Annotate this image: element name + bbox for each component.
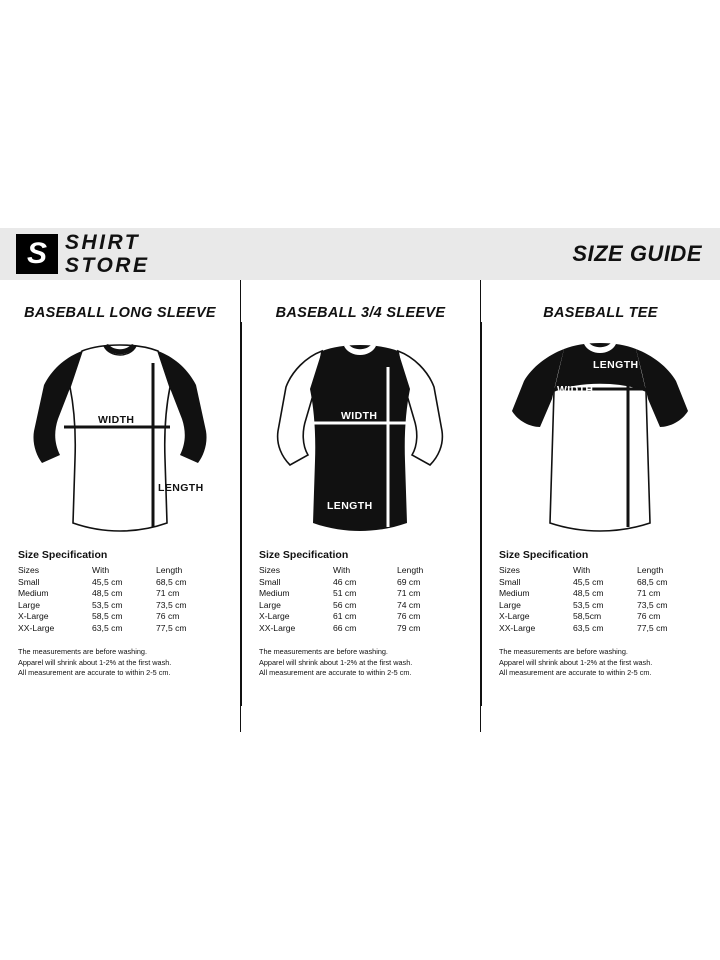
guide-column-long-sleeve: [0, 280, 240, 732]
table-row: [259, 623, 457, 635]
table-row: [259, 611, 457, 623]
cell-width: 48,5 cm: [92, 588, 123, 599]
cell-length: 71 cm: [636, 588, 661, 599]
cell-size: Small: [258, 576, 281, 587]
guide-header: [0, 228, 720, 280]
cell-width: 63,5 cm: [572, 622, 604, 633]
cell-size: X-Large: [18, 611, 49, 622]
cell-length: 77,5 cm: [636, 622, 668, 633]
brand-logo: [16, 232, 149, 276]
cell-size: Large: [258, 599, 281, 610]
brand-line-2: STORE: [65, 254, 150, 277]
note-line: The measurements are before washing.: [18, 646, 147, 656]
cell-length: 76 cm: [156, 611, 180, 622]
cell-length: 76 cm: [396, 611, 421, 622]
cell-width: 56 cm: [332, 599, 357, 610]
cell-size: Medium: [498, 588, 530, 599]
size-table: [259, 565, 457, 635]
cell-width: 46 cm: [332, 576, 357, 587]
column-title: BASEBALL LONG SLEEVE: [24, 305, 216, 321]
cell-width: 53,5 cm: [572, 599, 604, 610]
column-title: BASEBALL TEE: [543, 305, 658, 321]
table-row: [499, 588, 697, 600]
column-divider: [481, 322, 482, 706]
spec-heading: Size Specification: [18, 549, 108, 561]
long-sleeve-shirt-graphic: [20, 327, 220, 542]
cell-width: 45,5 cm: [572, 576, 604, 587]
note-line: The measurements are before washing.: [258, 646, 388, 656]
header-sizes: Sizes: [258, 565, 280, 575]
spec-block: [14, 549, 226, 679]
cell-width: 48,5 cm: [572, 588, 604, 599]
cell-size: Large: [18, 599, 40, 610]
table-row: [18, 623, 216, 635]
cell-width: 45,5 cm: [92, 576, 123, 587]
cell-size: Large: [498, 599, 521, 610]
table-row: [18, 611, 216, 623]
header-length: Length: [396, 565, 424, 575]
note-line: All measurement are accurate to within 2-5 cm.: [18, 668, 171, 678]
table-row: [499, 623, 697, 635]
cell-size: Small: [18, 576, 40, 587]
table-row: [259, 577, 457, 589]
note-line: Apparel will shrink about 1-2% at the first wash.: [258, 657, 413, 667]
width-label: WIDTH: [98, 414, 135, 426]
cell-width: 53,5 cm: [92, 599, 123, 610]
length-label: LENGTH: [592, 359, 639, 371]
notes-block: [18, 647, 222, 680]
page-title: SIZE GUIDE: [572, 241, 702, 266]
guide-column-baseball-tee: [480, 280, 720, 732]
cell-size: Medium: [258, 588, 290, 599]
notes-block: [259, 647, 462, 680]
cell-length: 74 cm: [396, 599, 421, 610]
cell-length: 73,5 cm: [156, 599, 187, 610]
table-row: [18, 588, 216, 600]
spec-block: [495, 549, 706, 679]
cell-length: 71 cm: [156, 588, 180, 599]
cell-width: 58,5cm: [572, 611, 602, 622]
spec-block: [255, 549, 466, 679]
column-divider: [241, 322, 242, 706]
cell-length: 68,5 cm: [156, 576, 187, 587]
cell-width: 51 cm: [332, 588, 357, 599]
cell-length: 79 cm: [396, 622, 421, 633]
cell-size: X-Large: [498, 611, 530, 622]
table-row: [259, 600, 457, 612]
table-row: [259, 588, 457, 600]
header-sizes: Sizes: [18, 565, 40, 575]
size-table: [18, 565, 216, 635]
table-header-row: [259, 565, 457, 577]
note-line: All measurement are accurate to within 2-5 cm.: [258, 668, 412, 678]
cell-width: 61 cm: [332, 611, 357, 622]
width-label: WIDTH: [556, 384, 594, 396]
header-width: With: [92, 565, 110, 575]
cell-length: 69 cm: [396, 576, 421, 587]
header-length: Length: [156, 565, 183, 575]
size-table: [499, 565, 697, 635]
guide-column-three-quarter-sleeve: [240, 280, 480, 732]
table-header-row: [499, 565, 697, 577]
header-length: Length: [636, 565, 664, 575]
cell-size: XX-Large: [498, 622, 536, 633]
cell-size: Medium: [18, 588, 49, 599]
note-line: Apparel will shrink about 1-2% at the first wash.: [498, 657, 653, 667]
brand-wordmark: [65, 232, 149, 276]
note-line: All measurement are accurate to within 2-5 cm.: [498, 668, 652, 678]
note-line: The measurements are before washing.: [498, 646, 628, 656]
cell-size: X-Large: [258, 611, 290, 622]
spec-heading: Size Specification: [498, 549, 589, 561]
cell-length: 76 cm: [636, 611, 661, 622]
size-guide-card: [0, 228, 720, 732]
cell-length: 73,5 cm: [636, 599, 668, 610]
notes-block: [499, 647, 702, 680]
column-title: BASEBALL 3/4 SLEEVE: [275, 305, 446, 321]
spec-heading: Size Specification: [258, 549, 349, 561]
cell-width: 58,5 cm: [92, 611, 123, 622]
table-row: [499, 600, 697, 612]
shirt-illustration-long-sleeve: [14, 327, 226, 545]
cell-length: 71 cm: [396, 588, 421, 599]
cell-width: 63,5 cm: [92, 622, 123, 633]
shirt-illustration-three-quarter: [255, 327, 466, 545]
cell-size: XX-Large: [18, 622, 55, 633]
header-width: With: [332, 565, 351, 575]
s-logo-glyph: S: [26, 237, 47, 270]
shirt-illustration-tee: [495, 327, 706, 545]
header-width: With: [572, 565, 591, 575]
table-row: [18, 577, 216, 589]
cell-length: 77,5 cm: [156, 622, 187, 633]
table-row: [499, 577, 697, 589]
cell-size: Small: [498, 576, 521, 587]
length-label: LENGTH: [326, 500, 373, 512]
table-header-row: [18, 565, 216, 577]
table-row: [499, 611, 697, 623]
s-logo-icon: [16, 234, 58, 274]
brand-line-1: SHIRT: [65, 231, 141, 254]
cell-length: 68,5 cm: [636, 576, 668, 587]
note-line: Apparel will shrink about 1-2% at the first wash.: [18, 657, 172, 667]
cell-width: 66 cm: [332, 622, 357, 633]
table-row: [18, 600, 216, 612]
header-sizes: Sizes: [498, 565, 520, 575]
guide-columns: [0, 280, 720, 732]
width-label: WIDTH: [340, 410, 378, 422]
length-label: LENGTH: [158, 482, 204, 494]
cell-size: XX-Large: [258, 622, 296, 633]
